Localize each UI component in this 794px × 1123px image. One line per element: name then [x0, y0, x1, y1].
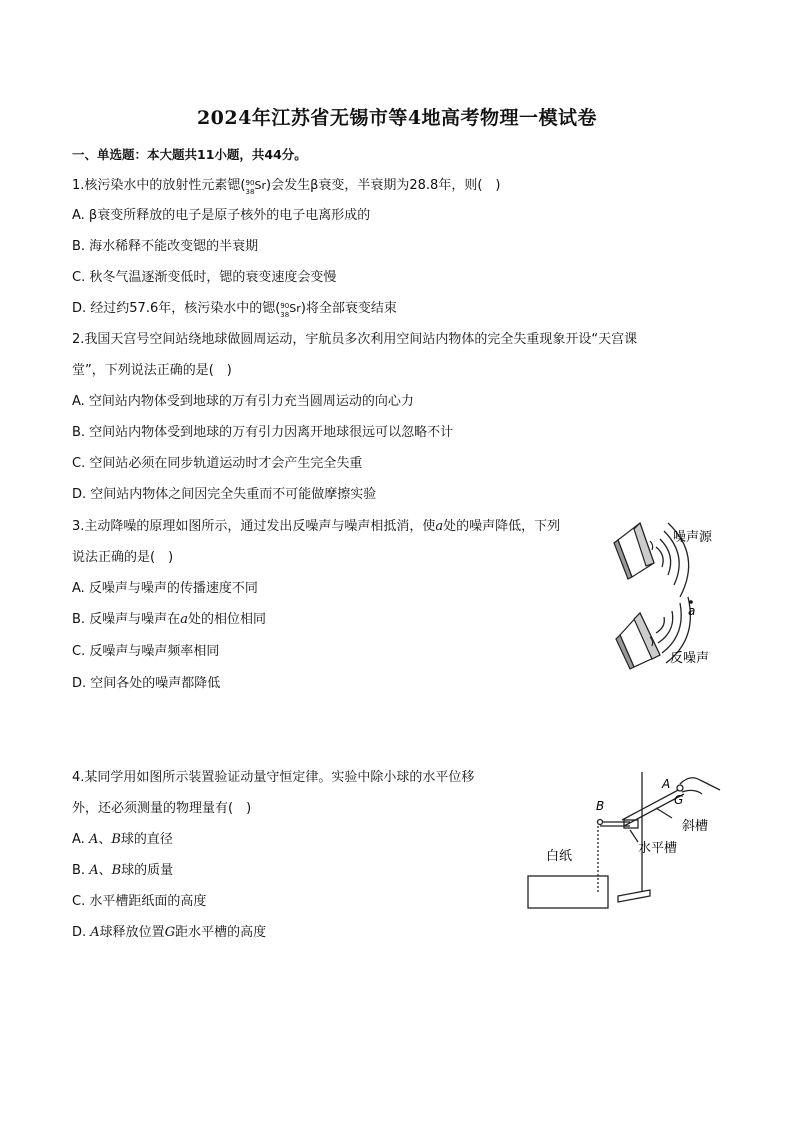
q2-option-a: A. 空间站内物体受到地球的万有引力充当圆周运动的向心力	[72, 394, 414, 409]
q4-stem-line2: 外，还必须测量的物理量有( )	[72, 801, 252, 816]
q4-option-b: B. A、B球的质量	[72, 863, 174, 878]
white-paper-box	[528, 876, 608, 908]
label-G: G	[674, 793, 684, 807]
q2-stem-line2: 堂”，下列说法正确的是( )	[72, 363, 232, 378]
q3-option-d: D. 空间各处的噪声都降低	[72, 676, 221, 691]
noise-source-speaker-icon	[614, 523, 654, 579]
q2-option-d: D. 空间站内物体之间因完全失重而不可能做摩擦实验	[72, 487, 377, 502]
q3-option-a: A. 反噪声与噪声的传播速度不同	[72, 581, 258, 596]
sloping-chute	[622, 788, 682, 820]
label-anti-noise: 反噪声	[670, 651, 710, 666]
q4-option-c: C. 水平槽距纸面的高度	[72, 894, 207, 909]
q2-stem-line1: 2.我国天宫号空间站绕地球做圆周运动，宇航员多次利用空间站内物体的完全失重现象开设“天宫课	[72, 332, 638, 347]
q1-option-b: B. 海水稀释不能改变锶的半衰期	[72, 239, 259, 254]
label-A: A	[662, 777, 671, 791]
q2-option-b: B. 空间站内物体受到地球的万有引力因离开地球很远可以忽略不计	[72, 425, 454, 440]
stand-clamp	[624, 820, 638, 828]
hand-icon	[680, 778, 720, 794]
ball-b	[598, 820, 603, 825]
noise-cancellation-figure	[610, 515, 750, 675]
q4-stem-line1: 4.某同学用如图所示装置验证动量守恒定律。实验中除小球的水平位移	[72, 770, 475, 785]
q3-stem-line2: 说法正确的是( )	[72, 550, 174, 565]
q1-stem: 1.核污染水中的放射性元素锶( 90 38 Sr)会发生β衰变，半衰期为28.8年，则( )	[72, 178, 501, 196]
ball-a	[677, 785, 683, 791]
section-heading: 一、单选题：本大题共11小题，共44分。	[72, 147, 307, 162]
q4-option-a: A. A、B球的直径	[72, 832, 173, 847]
q1-option-d: D. 经过约57.6年，核污染水中的锶( 90 38 Sr)将全部衰变结束	[72, 301, 397, 319]
q4-option-d: D. A球释放位置G距水平槽的高度	[72, 925, 267, 940]
isotope-notation: 90 38	[280, 302, 290, 319]
q1-option-a: A. β衰变所释放的电子是原子核外的电子电离形成的	[72, 208, 371, 223]
q3-option-c: C. 反噪声与噪声频率相同	[72, 644, 220, 659]
label-a: a	[688, 604, 696, 618]
isotope-notation: 90 38	[245, 179, 255, 196]
q3-option-b: B. 反噪声与噪声在a处的相位相同	[72, 612, 266, 627]
page-title: 2024年江苏省无锡市等4地高考物理一模试卷	[196, 107, 598, 129]
q2-option-c: C. 空间站必须在同步轨道运动时才会产生完全失重	[72, 456, 363, 471]
anti-noise-speaker-icon	[616, 613, 660, 669]
momentum-apparatus-figure	[522, 768, 732, 916]
label-noise-source: 噪声源	[673, 530, 713, 545]
label-chute: 斜槽	[682, 819, 709, 834]
label-horizontal-chute: 水平槽	[638, 841, 678, 856]
q1-option-c: C. 秋冬气温逐渐变低时，锶的衰变速度会变慢	[72, 270, 337, 285]
label-B: B	[596, 799, 605, 813]
stand-base	[618, 890, 650, 902]
label-white-paper: 白纸	[546, 849, 573, 864]
q3-stem-line1: 3.主动降噪的原理如图所示，通过发出反噪声与噪声相抵消，使a处的噪声降低，下列	[72, 519, 561, 534]
